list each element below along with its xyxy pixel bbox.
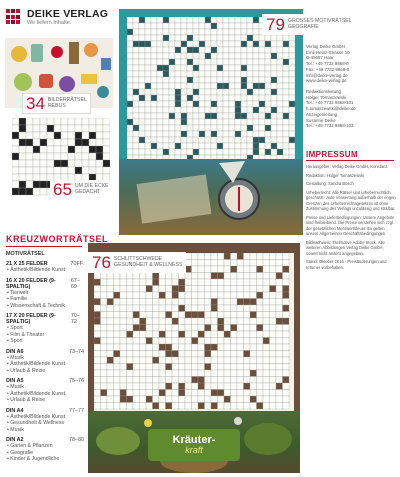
toc-subitem: • Musik [7,384,24,390]
rebus-label[interactable] [22,93,91,114]
cover-map-image [119,159,303,235]
toc-subitem: • Garten & Pflanzen [7,443,53,449]
impressum-body [306,164,396,273]
impressum-paragraph: Redaktion: Holger Tomaszewski [306,172,365,178]
address-line: www.deike-verlag.de [306,78,347,84]
toc-subitem: • Ästhetik/Bildende Kunst [7,390,66,397]
geografie-count: 79 [266,15,285,34]
toc-row-title: DIN A6 [6,348,24,355]
toc-row-page: 73–74 [69,348,84,355]
cover-swedish-grid [94,253,294,413]
cover-title-line2: kraft [185,445,203,455]
toc-subitem: • Kinder & Jugendliche [7,456,60,462]
impressum-title: IMPRESSUM [306,150,359,159]
rotated-title: UM DIE ECKE [74,182,109,189]
toc-row[interactable] [6,313,84,325]
logo-mark-icon [6,9,22,25]
toc-subitem: • Ästhetik/Bildende Kunst [7,267,66,273]
motivraetsel-geografie-cover[interactable] [119,9,303,235]
impressum-paragraph: Gestaltung: Sandra Bösch [306,181,354,187]
toc-row-title: DIN A2 [6,437,24,443]
contact-line: Susanne Deike [306,117,336,123]
brand-name: DEIKE VERLAG [27,8,109,20]
toc-subitem: • Gesundheit & Wellness [7,420,65,426]
toc-subitem: • Wissenschaft & Technik [7,302,65,309]
toc-subitem: • Tierwelt [7,289,29,296]
brand-tagline: Wir liefern Inhalte. [27,20,72,26]
toc-row-title: 16 X 20 FELDER (9-SPALTIG) [6,277,56,290]
geografie-subtitle: GEOGRAFIE [287,23,319,30]
toc-row-title: DIN A5 [6,378,24,384]
wellness-label[interactable] [88,252,186,273]
impressum-paragraph: Urheberrecht: Alle Rätsel sind urheberrechtlich geschützt. Jede Verwertung außerhalb der engen Grenzen des Urheberrechtsgesetzes ist ohne Zustimmung des Verlags unzulässig und strafbar. [306,189,396,212]
toc-subitem: • Geografie [7,449,34,456]
impressum-paragraph: Herausgeber: Verlag Deike GmbH, Konstanz [306,164,388,169]
toc-subitem: • Urlaub & Reise [7,367,46,374]
section-divider [6,246,82,247]
rotated-count: 65 [53,180,72,199]
rotated-crossword-label[interactable] [50,180,112,199]
rotated-subtitle: GEDACHT [74,188,101,195]
toc-row-title: DIN A4 [6,407,24,414]
toc-row-page: 75–76 [69,378,84,384]
address-line: Emil-Heinz-Strasse 10 [306,49,350,55]
toc-subitem: • Musik [7,354,24,361]
toc-subitem: • Musik [7,426,24,433]
toc-row-title: 21 X 25 FELDER [6,261,48,267]
toc-row-page: 67–69 [70,277,80,290]
kraeuterkraft-cover[interactable] [88,243,300,473]
toc-row-page: 78–80 [69,437,84,443]
impressum-paragraph: Stand: Oktober 2016 · Preisänderungen und Irrtümer vorbehalten. [306,259,387,270]
contact-line: h.tomaszewski@deike.de [306,106,356,112]
rebus-count: 34 [26,94,45,113]
address-line: D-45657 Haar [306,55,334,61]
toc-subitem: • Ästhetik/Bildende Kunst [7,413,66,420]
contact-line: Redaktionsleitung [306,89,341,95]
toc-row-title: 17 X 20 FELDER (9-SPALTIG) [6,313,56,325]
geografie-label[interactable] [262,14,356,35]
contact-line: Anzeigenleitung [306,111,338,117]
brand-logo[interactable] [6,8,108,26]
impressum-paragraph: Preise und Lieferbedingungen: Unsere Angebote sind freibleibend. Die Preise verstehen sich zzgl. der gesetzlichen Mehrwertsteuer. Es gelten unsere Allgemeinen Geschäftsbedingungen. [306,214,395,237]
contact-column [306,44,396,129]
toc-category: MOTIVRÄTSEL [6,251,45,257]
toc-subitem: • Sport [7,325,23,331]
wellness-title: SCHLITTSCHWEDE [113,255,163,262]
cover-title-badge [148,429,240,461]
address-line: info@deike-verlag.de [306,72,348,78]
section-title: KREUZWORTRÄTSEL [6,234,108,244]
table-of-contents [6,251,84,463]
rebus-subtitle: REBUS [47,102,66,109]
toc-subitem: • Ästhetik/Bildende Kunst [7,361,66,367]
address-line: Fax: +49 7732 9868-8 [306,66,350,72]
cover-title-line1: Kräuter- [172,434,216,446]
wellness-count: 76 [92,253,111,272]
toc-subitem: • Film & Theater [7,331,45,338]
toc-row-page: 77–77 [69,407,84,414]
toc-subitem: • Sport [7,338,23,344]
impressum-paragraph: Bildnachweis: Titelmotive Adobe Stock. Alle weiteren Abbildungen Verlag Deike GmbH, soweit nicht anders angegeben. [306,239,385,256]
toc-subitem: • Familie [7,296,27,302]
address-line: Verlag Deike GmbH [306,44,345,49]
contact-line: Tel.: +49 7732 9868-103 [306,123,354,129]
toc-row-page: 70FF. [70,261,84,267]
toc-row-page: 70–72 [70,313,80,325]
cover-crossword-grid [127,17,295,167]
geografie-title: GROSSES MOTIVRÄTSEL [287,17,352,24]
address-line: Tel.: +49 7732 9868-0 [306,61,349,67]
rebus-title: BILDERRÄTSEL [47,96,87,103]
wellness-subtitle: GESUNDHEIT & WELLNESS [113,261,183,268]
toc-row[interactable] [6,278,84,290]
toc-subitem: • Urlaub & Reise [7,397,46,403]
impressum-divider [306,160,394,161]
contact-line: Tel.: +49 7732 9868-101 [306,100,354,106]
contact-line: Holger Tomaszewski [306,94,347,100]
